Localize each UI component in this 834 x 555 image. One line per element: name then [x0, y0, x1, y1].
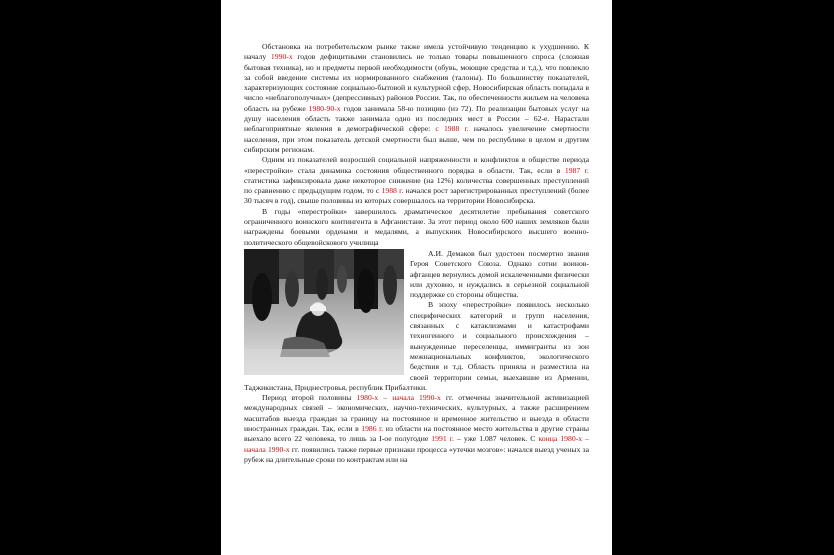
- photo-text-block: [244, 249, 589, 393]
- text-span: статистика зафиксировала даже некоторое снижение (на 12%) количества совершенных преступлений по сравнению с предыдущим годом, то с: [244, 175, 589, 196]
- text-span: гг. отмечены значительной активизацией международных связей – экономических, научно-технических, культурных, а также расширением масштабов выезда граждан за границу на постоянное и временное жительство и выезда в области иностранных граждан. Так, если в: [244, 393, 589, 433]
- text-span: начался рост зарегистрированных преступлений (более 30 тысяч в год), свыше половины из которых совершалось на территории Новосибирска.: [244, 186, 590, 206]
- highlighted-date: 1991 г.: [431, 434, 454, 444]
- paragraph-2: [244, 155, 589, 206]
- highlighted-date: конца 1980-х – начала 1990-х: [244, 434, 589, 454]
- paragraph-5: [244, 393, 589, 465]
- highlighted-date: 1986 г.: [361, 423, 384, 433]
- document-page: [221, 0, 612, 555]
- paragraph-1: [244, 42, 589, 155]
- historical-photo: [244, 249, 404, 375]
- text-span: из области на постоянное место жительства в другие страны выехало всего 22 человека, то лишь за I-ое полугодие: [244, 423, 589, 444]
- text-span: началось увеличение смертности населения, при этом показатель детской смертности был выше, чем по республике в целом и другим сибирским регионам.: [244, 124, 589, 154]
- text-span: гг. появились также первые признаки процесса «утечки мозгов»: начался выезд ученых за рубеж на длительные сроки по контрактам или на: [244, 444, 589, 464]
- highlighted-date: 1987 г.: [564, 165, 589, 175]
- text-span: Обстановка на потребительском рынке также имела устойчивую тенденцию к ухудшению. К началу: [244, 42, 589, 62]
- highlighted-date: с 1988 г.: [435, 124, 469, 134]
- paragraph-3: [244, 207, 589, 248]
- text-span: Одним из показателей возросшей социальной напряженности и конфликтов в обществе периода «перестройки» стала динамика состояния общественного порядка в области. Так, если в: [244, 155, 589, 175]
- text-span: В годы «перестройки» завершилось драматическое десятилетие пребывания советского ограниченного воинского контингента в Афганистане. За этот период около 600 наших земляков были награждены боевыми орденами и медалями, а выпускник Новосибирского высшего военно-политического общевойскового училища: [244, 206, 589, 247]
- page-content: [244, 42, 589, 465]
- photo-image: [244, 249, 404, 375]
- text-span: годов занимала 58-ю позицию (из 72). По реализации бытовых услуг на душу населения область также занимала одно из последних мест в России – 62-е. Нарастали неблагоприятные явления в демографической сфере:: [244, 103, 589, 134]
- photo-caption-text: А.И. Демаков был удостоен посмертно звания Героя Советского Союза. Однако сотни воинов-афганцев вернулись домой искалеченными физически или духовно, и нуждались в серьезной социальной поддержке со стороны общества.: [410, 248, 589, 300]
- text-span: Период второй половины: [262, 393, 357, 403]
- text-span: годов дефицитными становились не только товары повышенного спроса (сложная бытовая техника), но и предметы первой необходимости (обувь, моющие средства и т.д.), что повлекло за собой введение системы их нормированного снабжения (талоны). По большинству показателей, характеризующих состояние социально-бытовой и культурной сфер, Новосибирская область попадала в число «неблагополучных» (депрессивных) районов России. Так, по обеспеченности жильем на человека область на рубеже: [244, 52, 589, 113]
- paragraph-4: В эпоху «перестройки» появилось несколько специфических категорий и групп населения, связанных с катаклизмами и катастрофами техногенного и социального происхождения – вынужденные переселенцы, иммигранты из зон межнациональных конфликтов, экологического бедствия и т.д. Область приняла и разместила на своей территории семьи, выехавшие из Армении, Таджикистана, Приднестровья, республик Прибалтики.: [244, 300, 589, 392]
- highlighted-date: 1990-х: [270, 52, 293, 62]
- highlighted-date: 1980-х – начала 1990-х: [356, 393, 441, 403]
- highlighted-date: 1988 г.: [381, 186, 404, 196]
- highlighted-date: 1980-90-х: [308, 103, 341, 113]
- text-span: – уже 1.087 человек. С: [453, 434, 539, 444]
